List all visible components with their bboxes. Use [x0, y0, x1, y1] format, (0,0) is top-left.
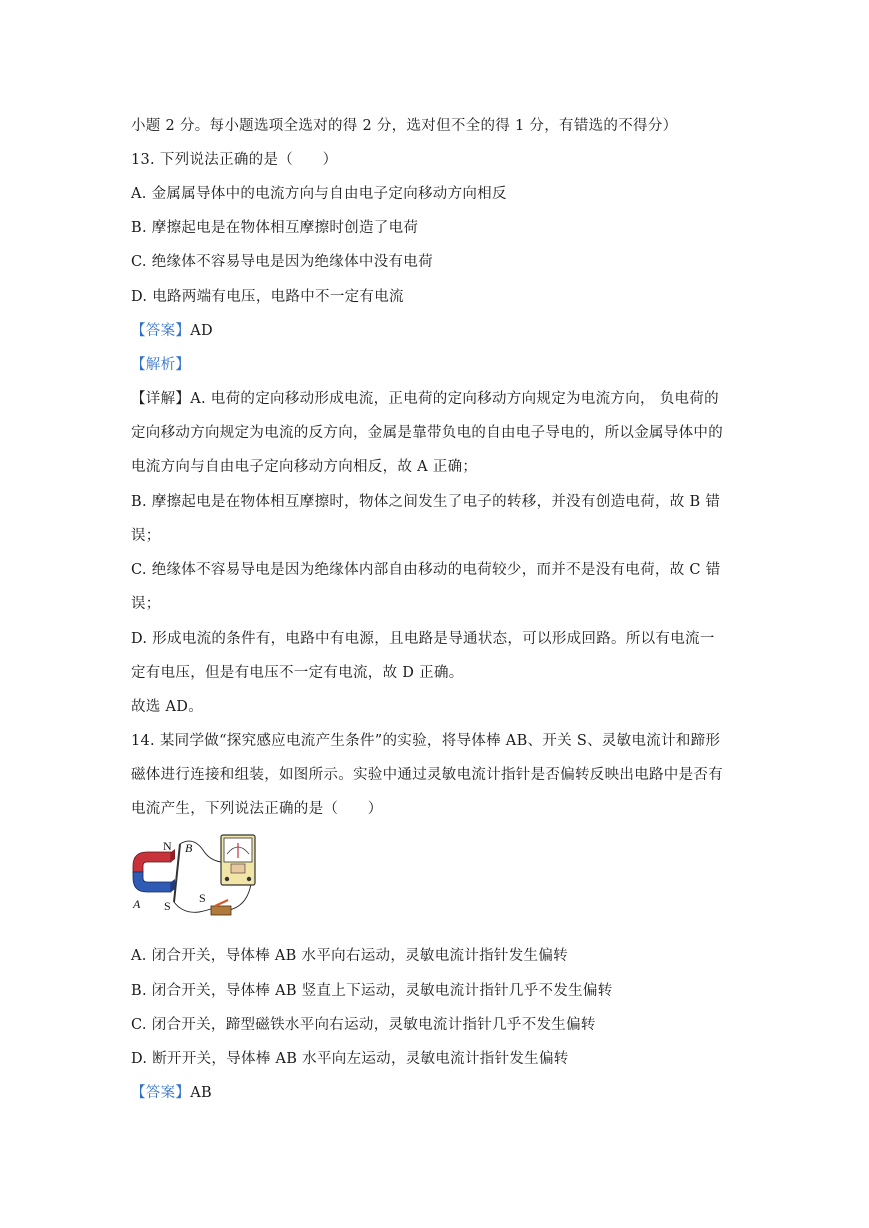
galvanometer-terminal-right: [247, 877, 251, 881]
q13-detail-line: B. 摩擦起电是在物体相互摩擦时，物体之间发生了电子的转移，并没有创造电荷，故 B 错: [131, 494, 721, 510]
q13-option-a: A. 金属属导体中的电流方向与自由电子定向移动方向相反: [131, 186, 507, 202]
q13-option-d: D. 电路两端有电压，电路中不一定有电流: [131, 289, 404, 305]
galvanometer-terminal-left: [225, 877, 229, 881]
label-s-switch: S: [199, 891, 206, 905]
q13-option-b: B. 摩擦起电是在物体相互摩擦时创造了电荷: [131, 220, 419, 236]
q14-option-c: C. 闭合开关，蹄型磁铁水平向右运动，灵敏电流计指针几乎不发生偏转: [131, 1017, 596, 1033]
switch-lever: [215, 900, 228, 906]
wire-return: [229, 884, 251, 910]
q14-option-d: D. 断开开关，导体棒 AB 水平向左运动，灵敏电流计指针发生偏转: [131, 1051, 569, 1067]
q14-stem-line: 磁体进行连接和组装，如图所示。实验中通过灵敏电流计指针是否偏转反映出电路中是否有: [131, 767, 723, 783]
q14-option-b: B. 闭合开关，导体棒 AB 竖直上下运动，灵敏电流计指针几乎不发生偏转: [131, 983, 613, 999]
q14-option-a: A. 闭合开关，导体棒 AB 水平向右运动，灵敏电流计指针发生偏转: [131, 948, 568, 964]
section-intro: 小题 2 分。每小题选项全选对的得 2 分，选对但不全的得 1 分，有错选的不得分）: [131, 118, 678, 134]
q14-stem-line: 电流产生，下列说法正确的是（ ）: [131, 801, 383, 817]
q13-answer: [131, 319, 213, 340]
q13-detail-line: 误；: [131, 528, 161, 544]
magnet-north-arm: [133, 852, 171, 872]
q13-conclusion: 故选 AD。: [131, 699, 204, 715]
label-a: A: [133, 897, 141, 911]
q13-detail-line: [131, 387, 719, 408]
q13-detail-line: 定有电压，但是有电压不一定有电流，故 D 正确。: [131, 665, 464, 681]
q13-detail-line: 定向移动方向规定为电流的反方向，金属是靠带负电的自由电子导电的，所以金属导体中的: [131, 425, 723, 441]
answer-value: AD: [190, 323, 213, 339]
induction-experiment-figure: [131, 832, 259, 924]
q13-analysis-tag: 【解析】: [131, 357, 191, 373]
q14-stem-line: 14. 某同学做“探究感应电流产生条件”的实验，将导体棒 AB、开关 S、灵敏电流计和蹄形: [131, 733, 721, 749]
answer-tag: 【答案】: [131, 1085, 191, 1101]
q13-detail-line: D. 形成电流的条件有，电路中有电源，且电路是导通状态，可以形成回路。所以有电流一: [131, 631, 715, 647]
q13-option-c: C. 绝缘体不容易导电是因为绝缘体中没有电荷: [131, 254, 433, 270]
q13-stem: 13. 下列说法正确的是（ ）: [131, 152, 338, 168]
answer-value: AB: [190, 1085, 212, 1101]
magnet-south-arm: [133, 872, 171, 892]
label-n: N: [163, 839, 172, 853]
detail-text: A. 电荷的定向移动形成电流，正电荷的定向移动方向规定为电流方向， 负电荷的: [190, 391, 719, 407]
label-b: B: [185, 841, 193, 855]
switch-base: [211, 906, 231, 915]
circuit-diagram: [131, 832, 259, 924]
q13-detail-line: 误；: [131, 596, 161, 612]
q14-answer: [131, 1081, 212, 1102]
galvanometer-panel: [231, 864, 245, 873]
wire-bottom: [174, 902, 213, 912]
detail-tag: 【详解】: [131, 391, 191, 407]
answer-tag: 【答案】: [131, 323, 191, 339]
q13-detail-line: 电流方向与自由电子定向移动方向相反，故 A 正确；: [131, 459, 478, 475]
label-s-magnet: S: [164, 899, 171, 913]
q13-detail-line: C. 绝缘体不容易导电是因为绝缘体内部自由移动的电荷较少，而并不是没有电荷，故 C 错: [131, 562, 721, 578]
